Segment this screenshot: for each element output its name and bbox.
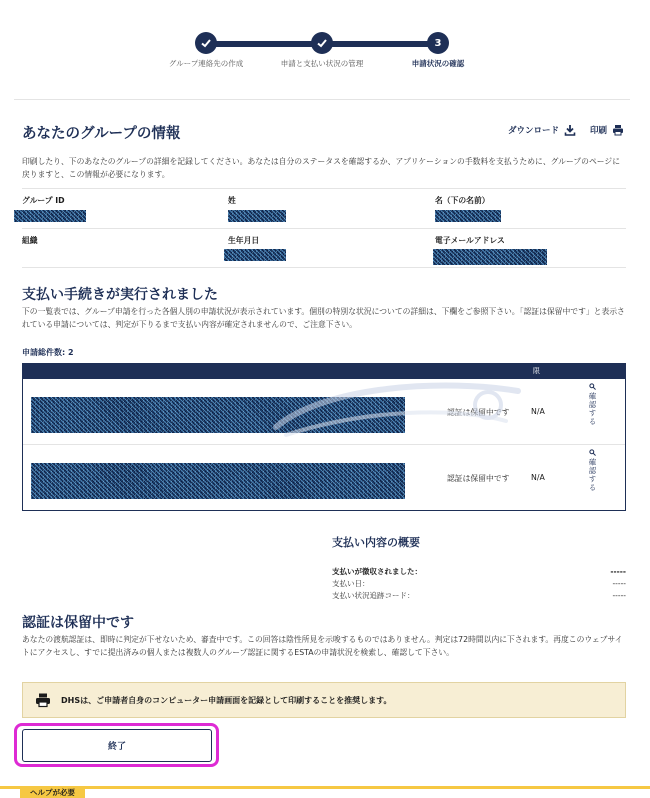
redacted-birthdate (224, 249, 286, 261)
summary-label: 支払い状況追跡コード： (332, 591, 415, 600)
printer-icon (612, 124, 624, 136)
group-info-title: あなたのグループの情報 (22, 126, 181, 142)
redacted-email (433, 249, 547, 265)
search-icon (589, 449, 596, 456)
payment-value: N/A (531, 473, 545, 482)
email-label: 電子メールアドレス (435, 236, 505, 245)
given-name-label: 名（下の名前） (435, 196, 490, 205)
summary-line (332, 590, 626, 602)
step-2-complete (311, 32, 333, 54)
finish-button[interactable]: 終了 (22, 729, 212, 762)
status-badge: 認証は保留中です (447, 474, 510, 483)
print-button[interactable] (590, 124, 624, 136)
table-header-partial: 限 (533, 367, 540, 375)
group-id-label: グループ ID (22, 196, 65, 205)
organization-label: 組織 (22, 236, 38, 245)
redacted-surname (228, 210, 286, 222)
progress-stepper (0, 30, 650, 70)
section-divider (14, 99, 630, 100)
help-tab[interactable]: ヘルプが必要 (20, 787, 85, 798)
check-icon (316, 37, 328, 49)
info-row (22, 228, 626, 268)
pending-description: あなたの渡航認証は、即時に判定が下せないため、審査中です。この回答は陰性所見を示唆するものではありません。判定は72時間以内に下されます。再度このウェブサイトにアクセスし、すでに提出済みの個人または複数人のグループ認証に関するESTAの申請状況を検索し、確認して下さい。 (22, 635, 623, 657)
summary-value: ----- (610, 567, 626, 576)
summary-value: ----- (612, 591, 626, 600)
printer-icon (35, 692, 51, 708)
table-row (23, 379, 625, 445)
applications-table (22, 363, 626, 511)
page-actions (508, 124, 624, 136)
group-info-intro: 印刷したり、下のあなたのグループの詳細を記録してください。あなたは自分のステータスを確認するか、アプリケーションの手数料を支払うために、グループのページに戻りますと、この情報が必要になります。 (22, 157, 621, 179)
table-header (23, 364, 625, 379)
notice-text: DHSは、ご申請者自身のコンピューター申請画面を記録として印刷することを推奨します。 (61, 695, 392, 705)
payment-description: 下の一覧表では、グループ申請を行った各個人別の申請状況が表示されています。個別の特別な状況についての詳細は、下欄をご参照下さい。「認証は保留中です」と表示されている申請については、判定が下りるまで支払い内容が確定されませんので、ご注意下さい。 (22, 307, 625, 329)
pending-title: 認証は保留中です (22, 615, 134, 631)
redacted-group-id (14, 210, 86, 222)
info-row (22, 188, 626, 228)
summary-label: 支払い日： (332, 579, 370, 588)
application-count: 申請総件数: 2 (22, 348, 74, 357)
summary-label: 支払いが徴収されました： (332, 567, 422, 576)
redacted-applicant (31, 397, 405, 433)
verify-label: 確認する (588, 458, 597, 492)
print-label: 印刷 (589, 126, 607, 136)
redacted-given-name (435, 210, 501, 222)
download-icon (564, 124, 576, 136)
step-3-label: 申請状況の確認 (411, 59, 465, 68)
status-badge: 認証は保留中です (447, 408, 510, 417)
summary-title: 支払い内容の概要 (332, 536, 420, 549)
step-1-label: グループ連絡先の作成 (168, 59, 244, 68)
redacted-applicant (31, 463, 405, 499)
step-2-label: 申請と支払い状況の管理 (280, 59, 364, 68)
summary-line (332, 578, 626, 590)
payment-value: N/A (531, 407, 545, 416)
payment-summary (332, 566, 626, 602)
step-1-complete (195, 32, 217, 54)
search-icon (589, 383, 596, 390)
group-info-grid (22, 188, 626, 268)
summary-value: ----- (612, 579, 626, 588)
table-row (23, 445, 625, 511)
check-icon (200, 37, 212, 49)
surname-label: 姓 (228, 196, 236, 205)
birthdate-label: 生年月日 (228, 236, 260, 245)
verify-link[interactable] (585, 383, 599, 426)
step-3-current: 3 (427, 32, 449, 54)
summary-line (332, 566, 626, 578)
verify-link[interactable] (585, 449, 599, 492)
download-label: ダウンロード (507, 126, 559, 136)
print-notice (22, 682, 626, 718)
payment-title: 支払い手続きが実行されました (22, 287, 218, 303)
help-bar (0, 786, 650, 798)
verify-label: 確認する (588, 392, 597, 426)
download-button[interactable] (508, 124, 576, 136)
